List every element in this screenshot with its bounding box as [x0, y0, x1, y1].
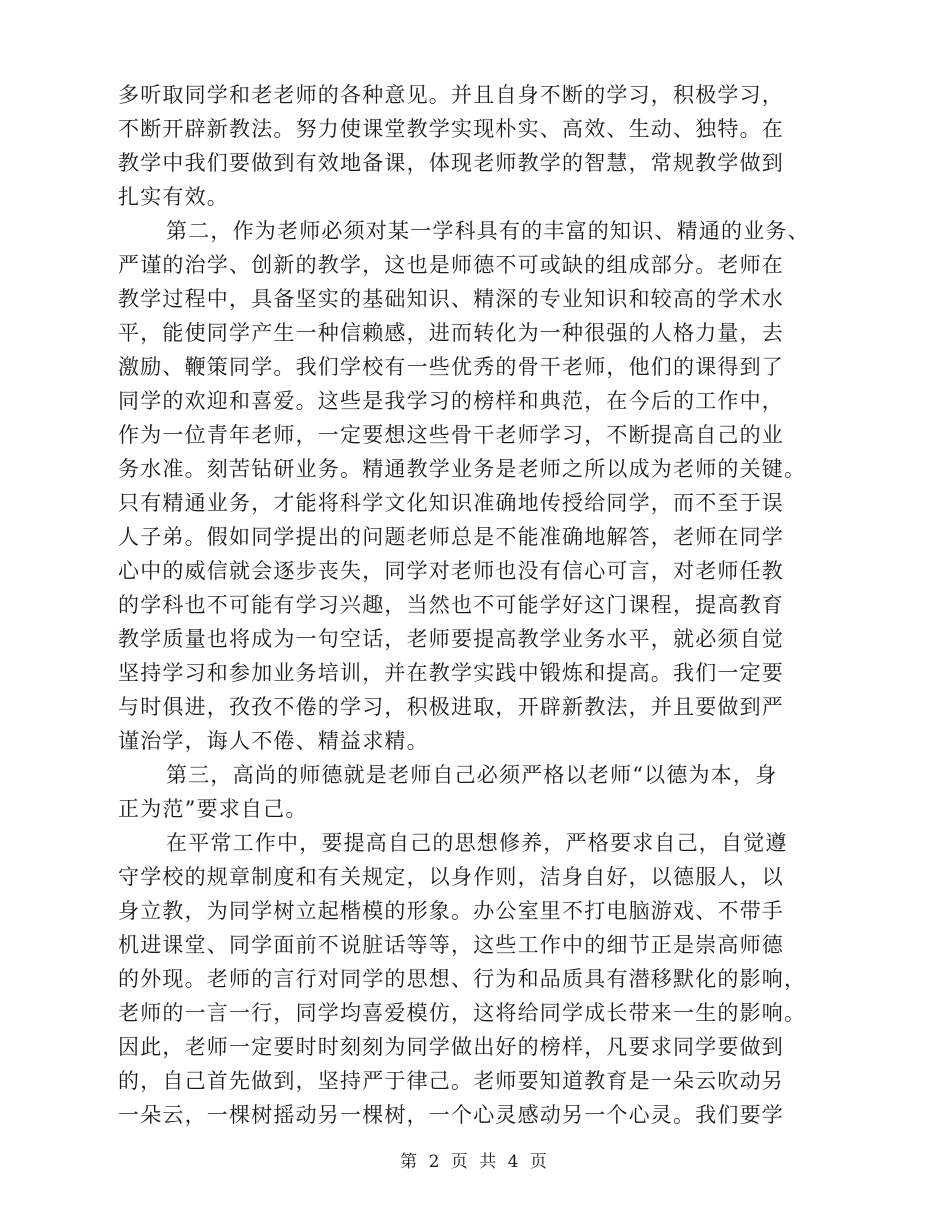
text-line: 多听取同学和老老师的各种意见。并且自身不断的学习，积极学习， — [118, 83, 784, 107]
text-line: 一朵云，一棵树摇动另一棵树，一个心灵感动另一个心灵。我们要学 — [118, 1103, 784, 1127]
text-line: 的，自己首先做到，坚持严于律己。老师要知道教育是一朵云吹动另 — [118, 1069, 784, 1093]
text-line: 平，能使同学产生一种信赖感，进而转化为一种很强的人格力量，去 — [118, 321, 784, 345]
page-footer: 第 2 页 共 4 页 — [400, 1152, 550, 1172]
document-body — [118, 78, 818, 1132]
text-line: 教学过程中，具备坚实的基础知识、精深的专业知识和较高的学术水 — [118, 287, 784, 311]
text-line: 第二，作为老师必须对某一学科具有的丰富的知识、精通的业务、 — [166, 219, 810, 243]
text-line: 人子弟。假如同学提出的问题老师总是不能准确地解答，老师在同学 — [118, 525, 784, 549]
text-line: 的学科也不可能有学习兴趣，当然也不可能学好这门课程，提高教育 — [118, 593, 784, 617]
text-line: 只有精通业务，才能将科学文化知识准确地传授给同学，而不至于误 — [118, 491, 784, 515]
text-line: 不断开辟新教法。努力使课堂教学实现朴实、高效、生动、独特。在 — [118, 117, 784, 141]
text-line: 守学校的规章制度和有关规定，以身作则，洁身自好，以德服人，以 — [118, 865, 784, 889]
text-line: 严谨的治学、创新的教学，这也是师德不可或缺的组成部分。老师在 — [118, 253, 784, 277]
text-line: 与时俱进，孜孜不倦的学习，积极进取，开辟新教法，并且要做到严 — [118, 695, 784, 719]
text-line: 教学中我们要做到有效地备课，体现老师教学的智慧，常规教学做到 — [118, 151, 784, 175]
text-line: 扎实有效。 — [118, 185, 229, 209]
text-line: 教学质量也将成为一句空话，老师要提高教学业务水平，就必须自觉 — [118, 627, 784, 651]
text-line: 的外现。老师的言行对同学的思想、行为和品质具有潜移默化的影响， — [118, 967, 807, 991]
text-line: 心中的威信就会逐步丧失，同学对老师也没有信心可言，对老师任教 — [118, 559, 784, 583]
text-line: 身立教，为同学树立起楷模的形象。办公室里不打电脑游戏、不带手 — [118, 899, 784, 923]
text-line: 坚持学习和参加业务培训，并在教学实践中锻炼和提高。我们一定要 — [118, 661, 784, 685]
text-line: 作为一位青年老师，一定要想这些骨干老师学习，不断提高自己的业 — [118, 423, 784, 447]
text-line: 机进课堂、同学面前不说脏话等等，这些工作中的细节正是崇高师德 — [118, 933, 784, 957]
text-line: 第三，高尚的师德就是老师自己必须严格以老师“以德为本，身 — [166, 763, 778, 787]
text-line: 在平常工作中，要提高自己的思想修养，严格要求自己，自觉遵 — [166, 831, 788, 855]
text-line: 同学的欢迎和喜爱。这些是我学习的榜样和典范，在今后的工作中， — [118, 389, 784, 413]
text-line: 正为范”要求自己。 — [118, 797, 308, 821]
text-line: 谨治学，诲人不倦、精益求精。 — [118, 729, 429, 753]
text-line: 激励、鞭策同学。我们学校有一些优秀的骨干老师，他们的课得到了 — [118, 355, 784, 379]
text-line: 老师的一言一行，同学均喜爱模仿，这将给同学成长带来一生的影响。 — [118, 1001, 807, 1025]
text-line: 务水准。刻苦钻研业务。精通教学业务是老师之所以成为老师的关键。 — [118, 457, 807, 481]
text-line: 因此，老师一定要时时刻刻为同学做出好的榜样，凡要求同学要做到 — [118, 1035, 784, 1059]
